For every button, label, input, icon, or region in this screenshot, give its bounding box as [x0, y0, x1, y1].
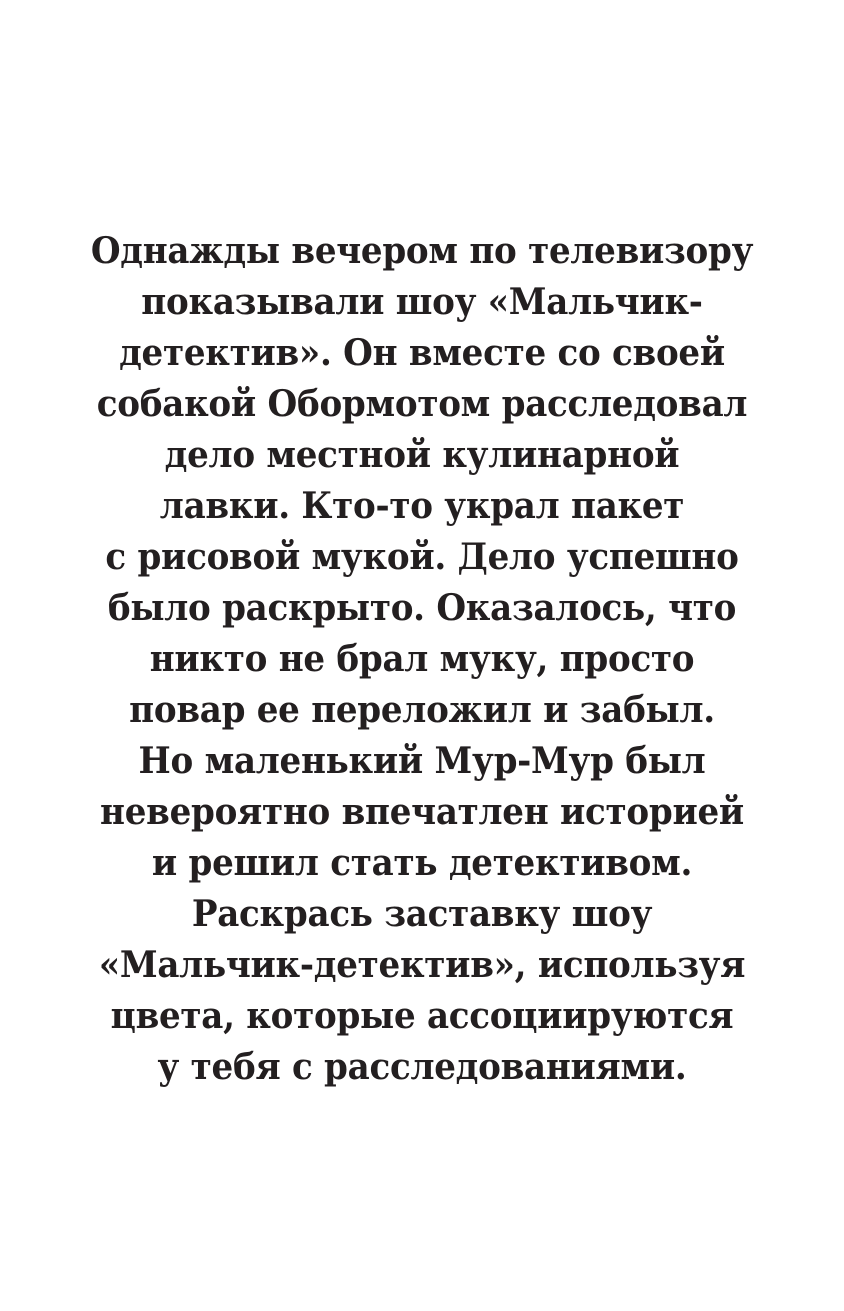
text-line-14: Раскрась заставку шоу [191, 893, 653, 935]
text-line-6: лавки. Кто-то украл пакет [159, 485, 685, 527]
text-line-5: дело местной кулинарной [164, 434, 680, 476]
text-line-17: у тебя с расследованиями. [157, 1046, 687, 1088]
story-text [0, 226, 844, 1093]
text-line-12: невероятно впечатлен историей [100, 791, 744, 833]
text-line-10: повар ее переложил и забыл. [129, 689, 715, 731]
text-line-4: собакой Обормотом расследовал [96, 383, 748, 425]
text-line-2: показывали шоу «Мальчик- [141, 281, 703, 323]
text-line-16: цвета, которые ассоциируются [110, 995, 734, 1037]
text-line-8: было раскрыто. Оказалось, что [107, 587, 737, 629]
text-line-11: Но маленький Мур-Мур был [138, 740, 706, 782]
text-line-3: детектив». Он вместе со своей [119, 332, 725, 374]
text-line-7: с рисовой мукой. Дело успешно [105, 536, 739, 578]
text-line-9: никто не брал муку, просто [149, 638, 695, 680]
text-line-15: «Мальчик-детектив», используя [98, 944, 746, 986]
text-line-1: Однажды вечером по телевизору [90, 230, 754, 272]
text-line-13: и решил стать детективом. [151, 842, 693, 884]
